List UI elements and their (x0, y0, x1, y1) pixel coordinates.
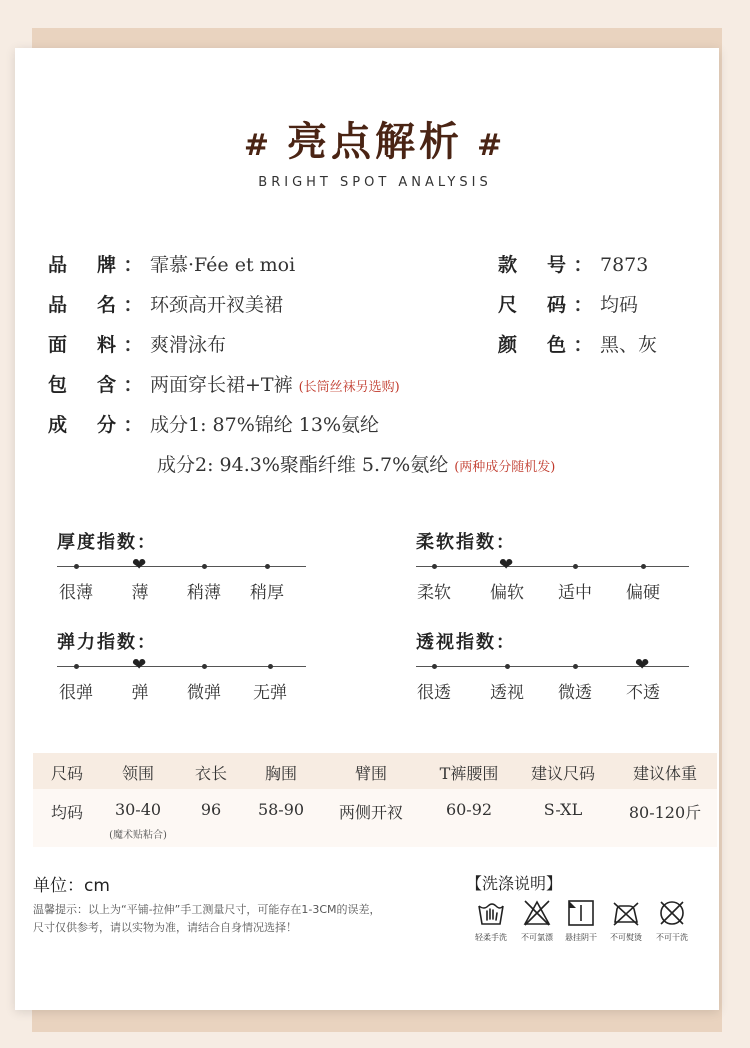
no-dry-clean-label: 不可干洗 (656, 933, 688, 942)
thickness-index-marker-heart-icon: ❤ (132, 555, 147, 575)
title-hash-left: # (243, 128, 273, 163)
transparency-index-dot (573, 664, 578, 669)
softness-index-dot (641, 564, 646, 569)
composition-label: 成分 (48, 414, 116, 436)
info-color (498, 330, 657, 360)
hand-wash-icon (476, 898, 506, 928)
softness-index-dot (432, 564, 437, 569)
colon: ： (123, 254, 143, 276)
softness-index-dot (573, 564, 578, 569)
thickness-index-option: 稍薄 (187, 583, 221, 603)
size-value: 均码 (600, 294, 639, 316)
transparency-index-marker-heart-icon: ❤ (635, 655, 650, 675)
colon: ： (123, 374, 143, 396)
table-header-cell: 领围 (121, 764, 154, 783)
tip-line-1: 温馨提示：以上为“平铺-拉伸”手工测量尺寸，可能存在1-3CM的误差， (33, 903, 381, 916)
elasticity-index-marker-heart-icon: ❤ (132, 655, 147, 675)
elasticity-index-dot (268, 664, 273, 669)
style-no-label: 款号 (498, 254, 566, 276)
info-name (48, 290, 283, 320)
transparency-index-option: 微透 (558, 683, 592, 703)
thickness-index-option: 稍厚 (250, 583, 284, 603)
transparency-index-title: 透视指数： (416, 632, 516, 653)
thickness-index-title: 厚度指数： (57, 532, 157, 553)
tip-line-2: 尺寸仅供参考，请以实物为准，请结合自身情况选择！ (33, 921, 297, 934)
table-header-cell: 臂围 (354, 764, 387, 783)
table-header-cell: 胸围 (264, 764, 297, 783)
transparency-index-option: 不透 (626, 683, 660, 703)
composition-line2: 成分2: 94.3%聚酯纤维 5.7%氨纶 (157, 454, 449, 476)
table-cell: 80-120斤 (628, 803, 702, 822)
transparency-index-option: 透视 (490, 683, 524, 703)
transparency-index-dot (505, 664, 510, 669)
includes-value: 两面穿长裙+T裤 (150, 374, 293, 396)
brand-label: 品牌 (48, 254, 116, 276)
table-cell: 60-92 (445, 800, 493, 819)
size-label: 尺码 (498, 294, 566, 316)
hand-wash-label: 轻柔手洗 (475, 933, 507, 942)
transparency-index-option: 很透 (417, 683, 451, 703)
page-subtitle: BRIGHT SPOT ANALYSIS (258, 175, 492, 190)
thickness-index-dot (265, 564, 270, 569)
name-label: 品名 (48, 294, 116, 316)
table-header-cell: T裤腰围 (439, 764, 499, 783)
colon: ： (123, 334, 143, 356)
table-cell: 96 (200, 800, 222, 819)
transparency-index-dot (432, 664, 437, 669)
info-fabric (48, 330, 226, 360)
info-composition (48, 410, 379, 440)
color-label: 颜色 (498, 334, 566, 356)
style-no-value: 7873 (600, 254, 649, 276)
elasticity-index-dot (74, 664, 79, 669)
table-cell: 两侧开衩 (338, 803, 403, 822)
includes-label: 包含 (48, 374, 116, 396)
table-cell: S-XL (543, 800, 583, 819)
no-bleach-icon (522, 898, 552, 928)
elasticity-index-dot (202, 664, 207, 669)
hang-dry-label: 悬挂阴干 (565, 933, 597, 942)
elasticity-index-option: 无弹 (253, 683, 287, 703)
hang-dry-icon (566, 898, 596, 928)
thickness-index-dot (202, 564, 207, 569)
fabric-label: 面料 (48, 334, 116, 356)
colon: ： (573, 334, 593, 356)
softness-index-option: 柔软 (417, 583, 451, 603)
thickness-index-option: 薄 (131, 583, 149, 603)
no-iron-icon (611, 898, 641, 928)
colon: ： (123, 294, 143, 316)
softness-index-option: 偏硬 (626, 583, 660, 603)
color-value: 黑、灰 (600, 334, 658, 356)
softness-index-marker-heart-icon: ❤ (499, 555, 514, 575)
softness-index-track (416, 566, 689, 567)
composition-note: (两种成分随机发) (454, 460, 556, 475)
colon: ： (123, 414, 143, 436)
softness-index-option: 适中 (558, 583, 592, 603)
table-header-cell: 建议尺码 (530, 764, 595, 783)
table-cell: 58-90 (257, 800, 305, 819)
name-value: 环颈高开衩美裙 (150, 294, 284, 316)
neck-note: (魔术贴粘合) (109, 830, 167, 841)
table-header-cell: 衣长 (194, 764, 227, 783)
brand-value: 霏慕·Fée et moi (150, 254, 296, 276)
elasticity-index-option: 微弹 (187, 683, 221, 703)
table-cell: 均码 (50, 803, 83, 822)
includes-note: (长筒丝袜另选购) (298, 380, 400, 395)
info-brand (48, 250, 295, 280)
no-dry-clean-icon (657, 898, 687, 928)
table-cell: 30-40 (114, 800, 162, 819)
softness-index-title: 柔软指数： (416, 532, 516, 553)
info-style-no (498, 250, 648, 280)
unit-text: 单位：cm (33, 876, 110, 896)
info-size (498, 290, 638, 320)
wash-title: 【洗涤说明】 (466, 874, 563, 893)
page-title (0, 110, 750, 167)
thickness-index-option: 很薄 (59, 583, 93, 603)
colon: ： (573, 294, 593, 316)
composition-line1: 成分1: 87%锦纶 13%氨纶 (150, 414, 380, 436)
no-bleach-label: 不可氯漂 (521, 933, 553, 942)
no-iron-label: 不可熨烫 (610, 933, 642, 942)
title-text: 亮点解析 (287, 118, 463, 165)
elasticity-index-title: 弹力指数： (57, 632, 157, 653)
table-header-cell: 尺码 (50, 764, 83, 783)
info-composition-2 (157, 450, 555, 480)
thickness-index-dot (74, 564, 79, 569)
fabric-value: 爽滑泳布 (150, 334, 227, 356)
colon: ： (573, 254, 593, 276)
title-hash-right: # (477, 128, 507, 163)
softness-index-option: 偏软 (490, 583, 524, 603)
elasticity-index-option: 很弹 (59, 683, 93, 703)
table-header-cell: 建议体重 (632, 764, 697, 783)
elasticity-index-option: 弹 (131, 683, 149, 703)
info-includes (48, 370, 400, 400)
